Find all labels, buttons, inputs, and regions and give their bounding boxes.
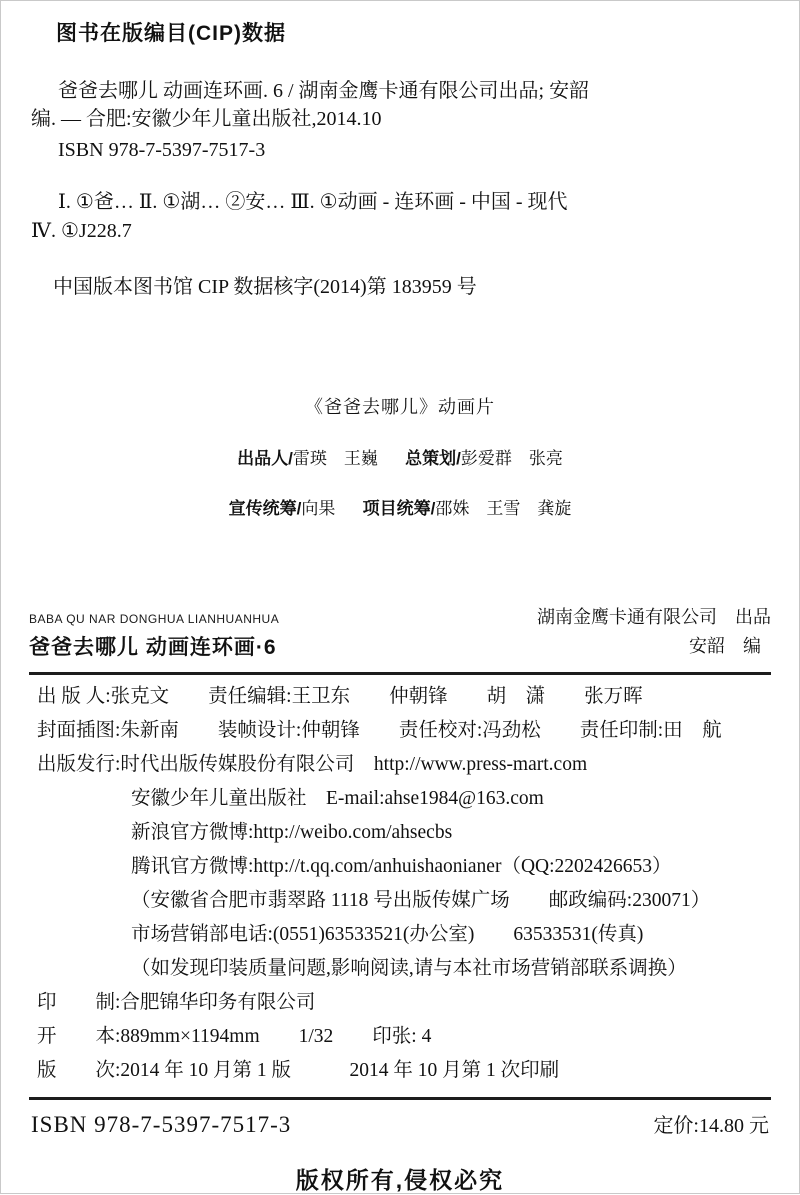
pub-line-address: （安徽省合肥市翡翠路 1118 号出版传媒广场 邮政编码:230071）: [131, 890, 711, 911]
credit-names-producer: 雷瑛 王巍: [292, 449, 378, 468]
title-band: [29, 603, 771, 661]
book-title: 爸爸去哪儿 动画连环画·6: [29, 636, 277, 659]
pub-line-tencent-weibo: 腾讯官方微博:http://t.qq.com/anhuishaonianer（QQ:2202426653）: [131, 856, 672, 877]
credits-block: [1, 393, 799, 519]
credit-label-project: 项目统筹/: [362, 499, 436, 518]
cip-class-line2: Ⅳ. ①J228.7: [31, 220, 132, 242]
credit-names-project: 邵姝 王雪 龚旋: [435, 499, 572, 518]
cip-entry-line1: 爸爸去哪儿 动画连环画. 6 / 湖南金鹰卡通有限公司出品; 安韶: [58, 80, 590, 102]
cip-heading: 图书在版编目(CIP)数据: [56, 22, 286, 45]
footer-isbn: ISBN 978-7-5397-7517-3: [31, 1112, 292, 1137]
credit-names-publicity: 向果: [301, 499, 336, 518]
credit-line-2: [1, 494, 799, 519]
pub-line-printer: 印 制:合肥锦华印务有限公司: [37, 992, 316, 1013]
divider-bottom: [29, 1097, 771, 1100]
publication-info: [1, 680, 799, 1088]
credit-label-producer: 出品人/: [237, 449, 293, 468]
producer-credit: 湖南金鹰卡通有限公司 出品: [537, 607, 771, 627]
credit-label-publicity: 宣传统筹/: [228, 499, 302, 518]
footer-price: 定价:14.80 元: [653, 1115, 769, 1137]
book-title-pinyin: BABA QU NAR DONGHUA LIANHUANHUA: [29, 612, 280, 626]
pub-line-marketing-phone: 市场营销部电话:(0551)63533521(办公室) 63533531(传真): [131, 924, 644, 945]
footer-line: [31, 1109, 769, 1138]
cip-isbn: ISBN 978-7-5397-7517-3: [58, 139, 266, 161]
cip-record-number: 中国版本图书馆 CIP 数据核字(2014)第 183959 号: [53, 276, 477, 298]
film-title: 《爸爸去哪儿》动画片: [305, 397, 495, 417]
pub-line-publisher-group: 出版发行:时代出版传媒股份有限公司 http://www.press-mart.com: [37, 754, 588, 775]
divider-top: [29, 672, 771, 675]
pub-line-quality-notice: （如发现印装质量问题,影响阅读,请与本社市场营销部联系调换）: [131, 958, 687, 979]
cip-class-line1: Ⅰ. ①爸… Ⅱ. ①湖… ②安… Ⅲ. ①动画 - 连环画 - 中国 - 现代: [58, 191, 568, 213]
title-band-right: [537, 603, 771, 661]
cip-classification: [31, 188, 769, 246]
cip-entry: [31, 77, 769, 133]
copyright-notice: 版权所有,侵权必究: [295, 1167, 505, 1193]
title-band-left: [29, 612, 279, 661]
credit-names-chief-planner: 彭爱群 张亮: [460, 449, 563, 468]
credit-label-chief-planner: 总策划/: [405, 449, 461, 468]
pub-line-sina-weibo: 新浪官方微博:http://weibo.com/ahsecbs: [131, 822, 453, 843]
pub-line-format: 开 本:889mm×1194mm 1/32 印张: 4: [37, 1026, 432, 1047]
credit-line-1: [1, 444, 799, 469]
pub-line-publisher-person: 出 版 人:张克文 责任编辑:王卫东 仲朝锋 胡 潇 张万晖: [37, 686, 643, 707]
pub-line-cover-design: 封面插图:朱新南 装帧设计:仲朝锋 责任校对:冯劲松 责任印制:田 航: [37, 720, 722, 741]
cip-entry-line2: 编. — 合肥:安徽少年儿童出版社,2014.10: [31, 108, 382, 130]
pub-line-edition: 版 次:2014 年 10 月第 1 版 2014 年 10 月第 1 次印刷: [37, 1060, 560, 1081]
editor-credit: 安韶 编: [689, 636, 761, 656]
pub-line-press-email: 安徽少年儿童出版社 E-mail:ahse1984@163.com: [131, 788, 544, 809]
